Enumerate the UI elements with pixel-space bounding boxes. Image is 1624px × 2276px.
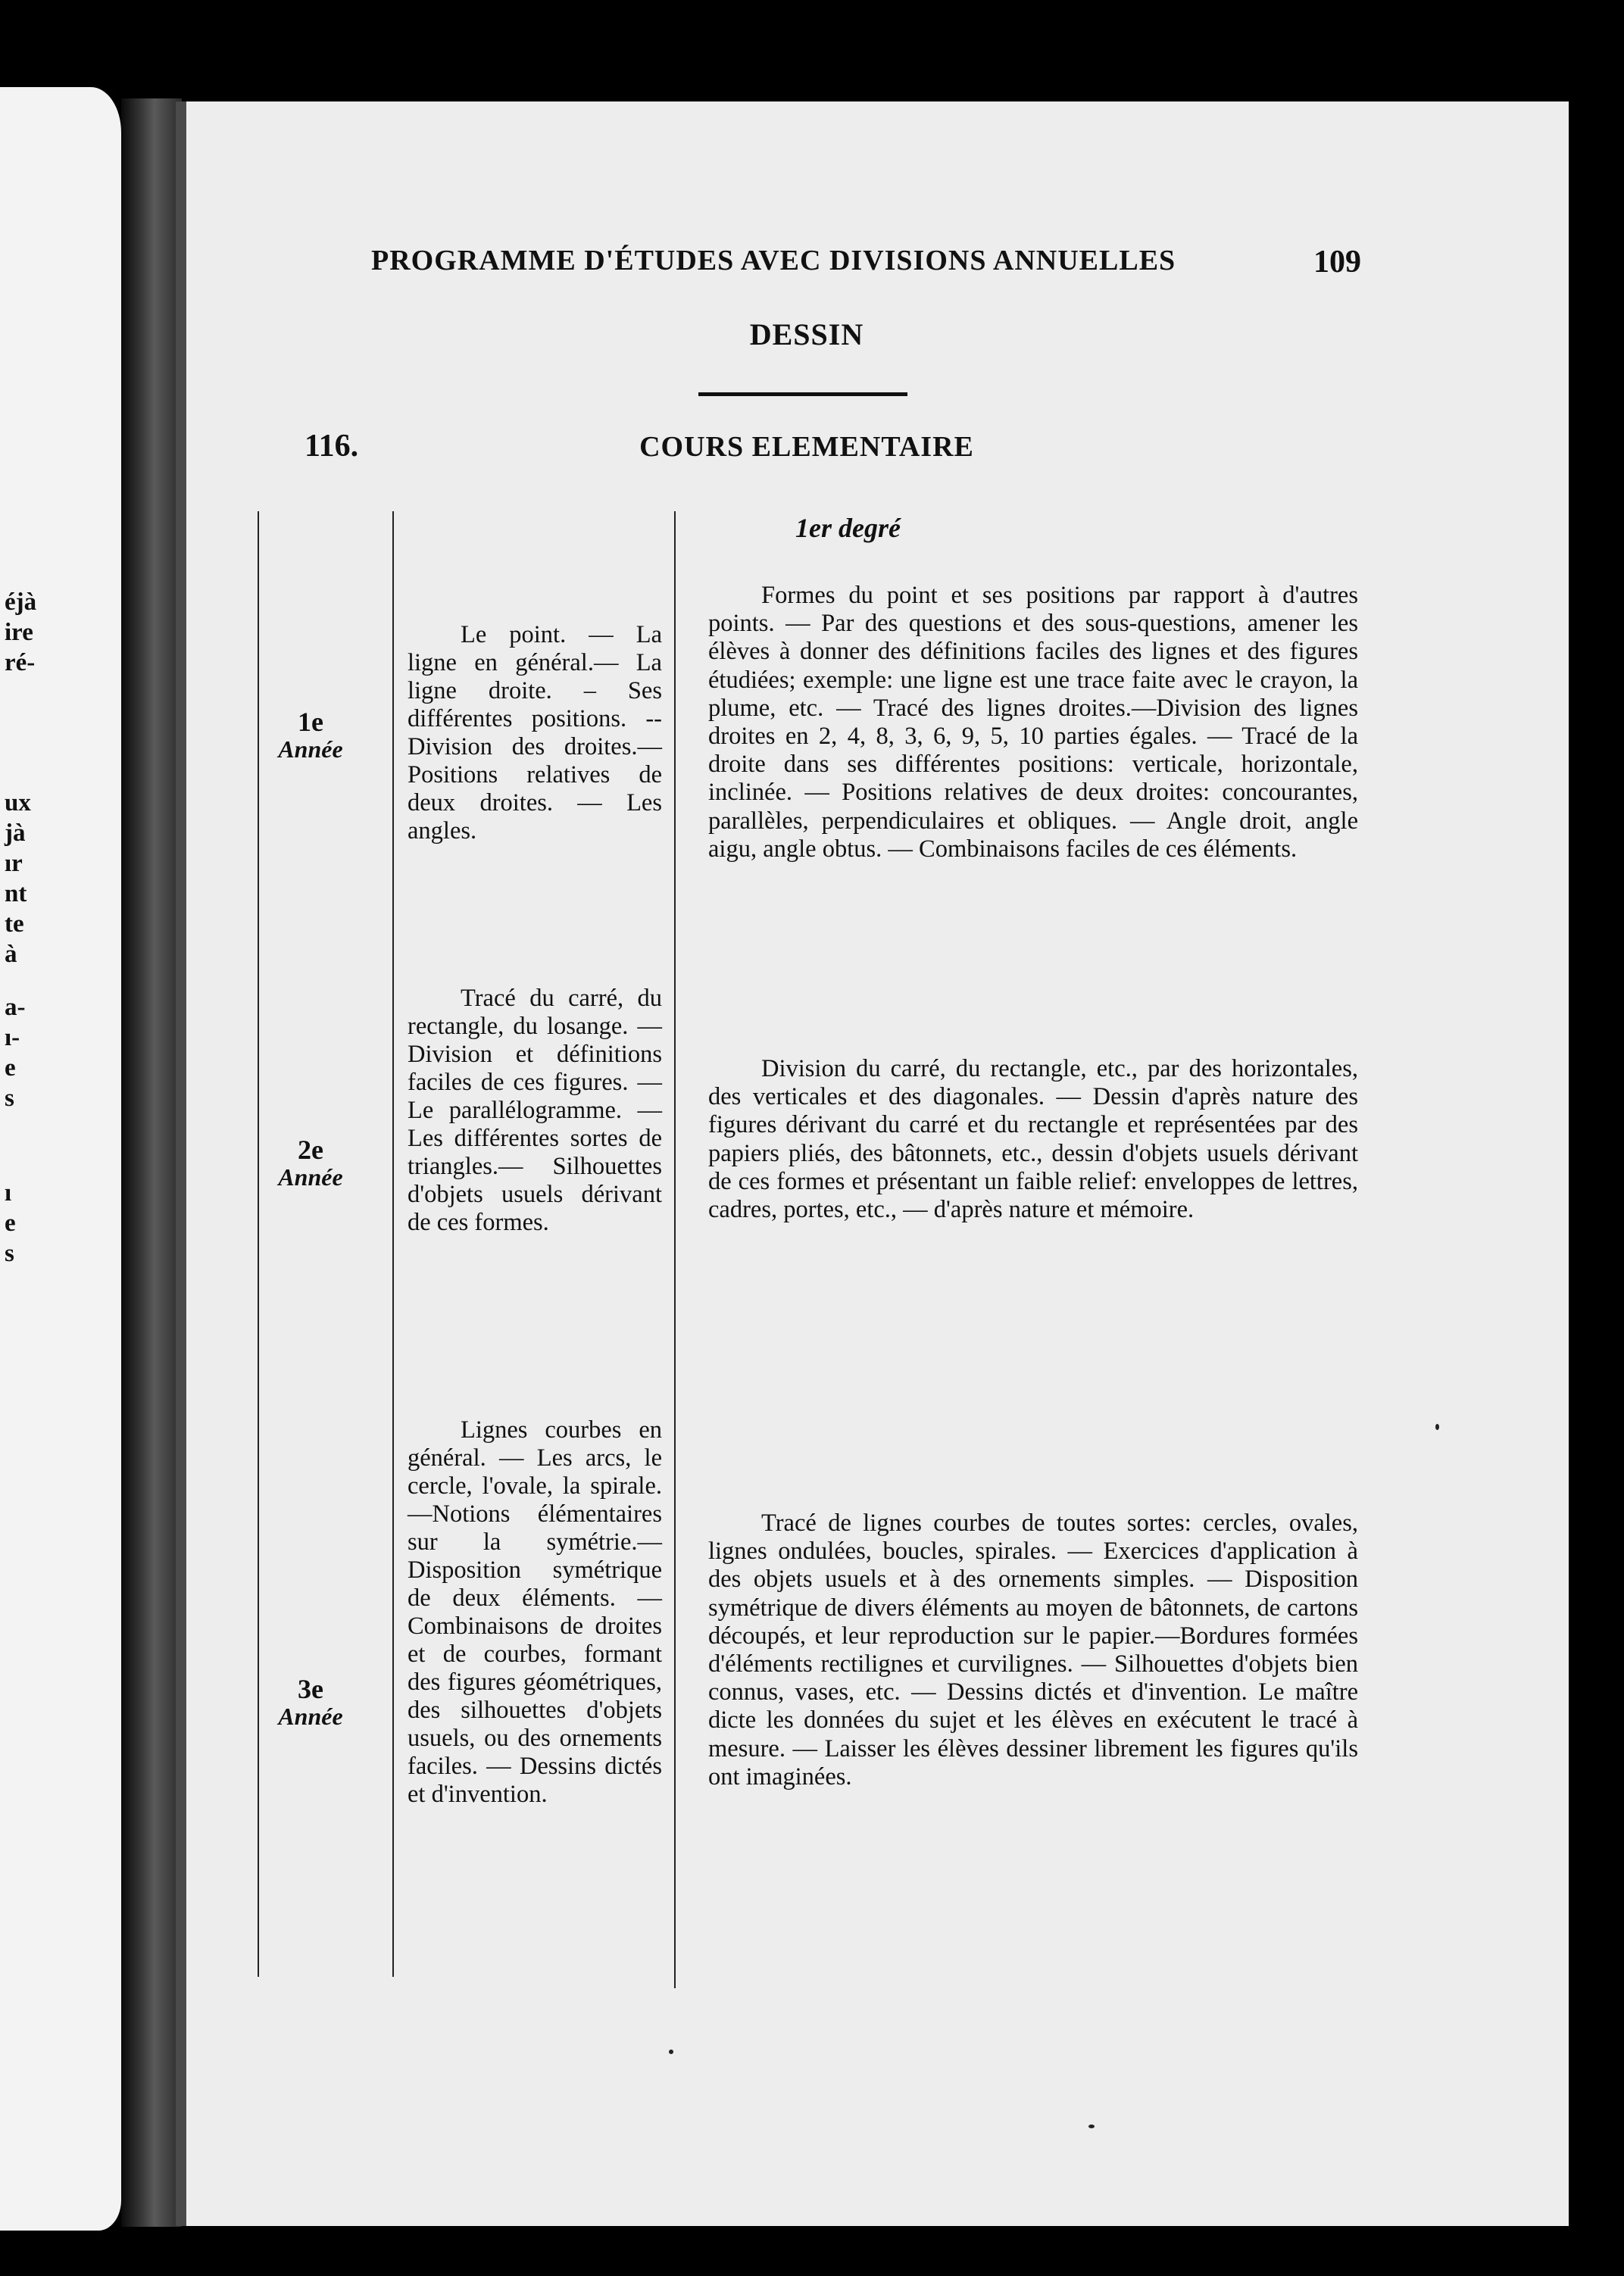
column-rule [392,511,394,1977]
adjacent-page-fragment: éjà [5,589,37,616]
adjacent-page-fragment: e [5,1054,16,1082]
adjacent-page-fragment: ré- [5,649,36,676]
column-rule [258,511,259,1977]
adjacent-page-fragment: nt [5,880,27,907]
year-word: Année [278,735,343,763]
year-summary: Le point. — La ligne en général.— La ligne droite. – Ses différentes positions. -- Division des droites.— Positions relatives de deux droites. — Les angles. [408,621,662,845]
adjacent-page-fragment: s [5,1240,14,1267]
course-title: COURS ELEMENTAIRE [639,431,974,463]
year-detail: Division du carré, du rectangle, etc., par des horizontales, des verticales et des diagonales. — Dessin d'après nature des figures dérivant du carré et du rectangle et représentées par des papiers pliés, des bâtonnets, etc., dessin d'objets usuels dérivant de ces formes et présentant un faible relief: enveloppes de lettres, cadres, portes, etc., — d'après nature et mémoire. [708,1055,1358,1224]
year-detail: Formes du point et ses positions par rapport à d'autres points. — Par des questions et des sous-questions, amener les élèves à donner des définitions faciles des lignes et des figures étudiées; exemple: une ligne est une trace faite avec le crayon, la plume, etc. — Tracé des lignes droites.—Division des lignes droites en 2, 4, 8, 3, 6, 9, 5, 10 parties égales. — Tracé de la droite dans ses différentes positions: verticale, horizontale, inclinée. — Positions relatives de deux droites: concourantes, parallèles, perpendiculaires et obliques. — Angle droit, angle aigu, angle obtus. — Combinaisons faciles de ces éléments. [708,582,1358,863]
year-number: 3e [298,1674,323,1704]
book-gutter [121,98,182,2227]
page-number: 109 [1313,245,1361,279]
adjacent-page-fragment: ır [5,850,23,877]
adjacent-page-fragment: ı [5,1179,12,1207]
degree-label: 1er degré [795,513,901,543]
adjacent-page-fragment: s [5,1085,14,1112]
page-header [371,244,1367,289]
year-label [265,1136,356,1191]
adjacent-page-fragment: te [5,910,24,938]
running-head: PROGRAMME D'ÉTUDES AVEC DIVISIONS ANNUELLES [371,245,1176,276]
section-number: 116. [304,429,359,464]
scan-speck [1088,2125,1095,2128]
year-detail: Tracé de lignes courbes de toutes sortes: cercles, ovales, lignes ondulées, boucles, spirales. — Exercices d'application à des objets usuels et à des ornements simples. — Disposition symétrique de divers éléments au moyen de bâtonnets, de cartons découpés, et leur reproduction sur le papier.—Bordures formées d'éléments rectilignes et curvilignes. — Silhouettes d'objets bien connus, vases, etc. — Dessins dictés et d'invention. Le maître dicte les données du sujet et les élèves en exécutent le tracé à mesure. — Laisser les élèves dessiner librement les figures qu'ils ont imaginées. [708,1510,1358,1791]
scan-speck [669,2050,673,2054]
column-rule [674,511,676,1988]
adjacent-page-fragment: ı- [5,1024,20,1051]
adjacent-page-edge [0,87,121,2231]
year-summary: Lignes courbes en général. — Les arcs, le cercle, l'ovale, la spirale. —Notions élémentaires sur la symétrie.— Disposition symétrique de deux éléments. — Combinaisons de droites et de courbes, formant des figures géométriques, des silhouettes d'objets usuels, ou des ornements faciles. — Dessins dictés et d'invention. [408,1416,662,1808]
adjacent-page-fragment: ire [5,619,33,646]
year-word: Année [278,1703,343,1730]
adjacent-page-fragment: jà [5,820,26,847]
adjacent-page-fragment: e [5,1210,16,1237]
year-number: 2e [298,1135,323,1165]
scan-speck [1435,1424,1439,1430]
heading-rule [698,392,907,396]
subject-heading: DESSIN [749,317,864,351]
year-number: 1e [298,707,323,737]
year-summary: Tracé du carré, du rectangle, du losange. — Division et définitions faciles de ces figures. — Le parallélogramme. — Les différentes sortes de triangles.— Silhouettes d'objets usuels dérivant de ces formes. [408,985,662,1236]
adjacent-page-fragment: a- [5,994,26,1021]
year-label [265,1675,356,1730]
adjacent-page-fragment: ux [5,789,31,816]
year-word: Année [278,1163,343,1191]
year-label [265,708,356,763]
adjacent-page-fragment: à [5,941,17,968]
